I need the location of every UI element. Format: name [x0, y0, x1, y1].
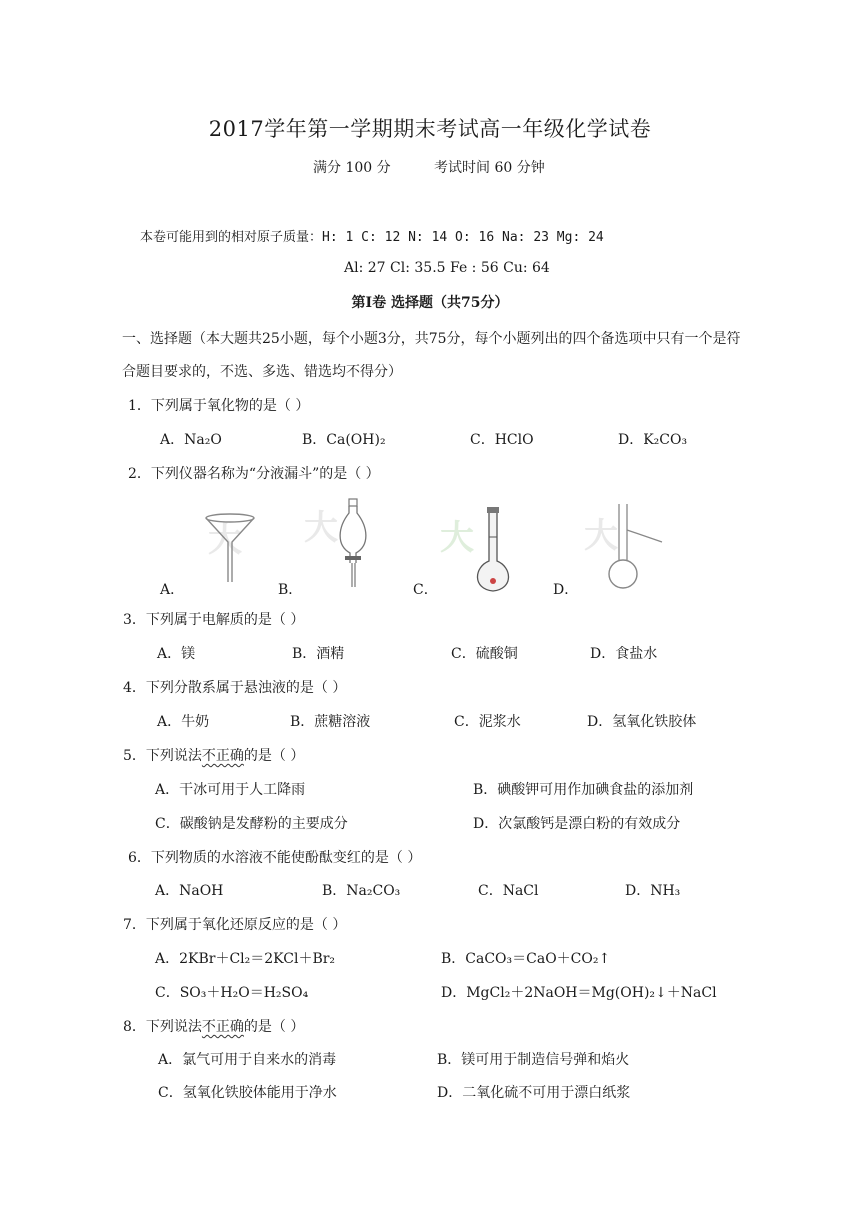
question-7-option-d: D．MgCl₂＋2NaOH＝Mg(OH)₂↓＋NaCl	[441, 985, 717, 1001]
atomic-mass-line-2: Al: 27 Cl: 35.5 Fe : 56 Cu: 64	[344, 260, 550, 276]
question-3-option-a: A．镁	[157, 646, 196, 662]
question-4-stem: 4．下列分散系属于悬浊液的是（ ）	[123, 680, 347, 696]
separatory-funnel-image	[328, 497, 378, 589]
question-5-stem-emphasis: 不正确	[201, 748, 244, 764]
question-4-option-c: C．泥浆水	[454, 714, 521, 730]
question-2-option-c: C．	[413, 582, 438, 598]
question-7-option-a: A．2KBr＋Cl₂＝2KCl＋Br₂	[155, 951, 336, 967]
question-7-option-b: B．CaCO₃＝CaO＋CO₂↑	[441, 951, 611, 967]
question-5-stem-suffix: 的是（ ）	[243, 748, 305, 764]
question-3-stem: 3．下列属于电解质的是（ ）	[123, 612, 305, 628]
question-6-option-b: B．Na₂CO₃	[322, 883, 401, 899]
section-title: 第Ⅰ卷 选择题（共75分）	[351, 295, 509, 311]
question-1-stem: 1．下列属于氧化物的是（ ）	[128, 398, 310, 414]
instructions-line-1: 一、选择题（本大题共25小题，每个小题3分，共75分，每个小题列出的四个备选项中只有一个是符	[122, 331, 741, 347]
question-8-stem-prefix: 8．下列说法	[123, 1019, 202, 1035]
question-5-stem	[123, 745, 304, 765]
question-2-option-d: D．	[553, 582, 579, 598]
question-5-option-c: C．碳酸钠是发酵粉的主要成分	[155, 816, 348, 832]
question-3-option-c: C．硫酸铜	[451, 646, 518, 662]
question-2-option-a: A．	[160, 582, 185, 598]
atomic-mass-line-1: 本卷可能用到的相对原子质量：H: 1 C: 12 N: 14 O: 16 Na: 23 Mg: 24	[140, 230, 604, 245]
question-8-option-d: D．二氧化硫不可用于漂白纸浆	[437, 1085, 631, 1101]
question-4-option-d: D．氢氧化铁胶体	[587, 714, 697, 730]
question-4-option-a: A．牛奶	[157, 714, 210, 730]
question-2-option-b: B．	[278, 582, 303, 598]
question-8-option-a: A．氯气可用于自来水的消毒	[158, 1052, 337, 1068]
question-6-stem: 6．下列物质的水溶液不能使酚酞变红的是（ ）	[128, 850, 422, 866]
distillation-flask-image	[606, 500, 666, 590]
question-1-option-c: C．HClO	[470, 432, 534, 448]
full-score: 满分 100 分	[313, 160, 391, 176]
question-8-stem	[123, 1016, 304, 1036]
instructions-line-2: 合题目要求的，不选、多选、错选均不得分）	[122, 364, 402, 380]
funnel-image	[200, 510, 260, 585]
question-5-stem-prefix: 5．下列说法	[123, 748, 202, 764]
question-8-stem-emphasis: 不正确	[201, 1019, 244, 1035]
question-8-option-c: C．氢氧化铁胶体能用于净水	[158, 1085, 337, 1101]
question-5-option-b: B．碘酸钾可用作加碘食盐的添加剂	[473, 782, 694, 798]
question-5-option-a: A．干冰可用于人工降雨	[155, 782, 306, 798]
question-6-option-c: C．NaCl	[478, 883, 539, 899]
question-3-option-d: D．食盐水	[590, 646, 658, 662]
question-6-option-d: D．NH₃	[625, 883, 681, 899]
exam-title: 2017学年第一学期期末考试高一年级化学试卷	[208, 117, 652, 141]
volumetric-flask-image	[468, 505, 518, 595]
question-6-option-a: A．NaOH	[155, 883, 224, 899]
question-1-option-d: D．K₂CO₃	[618, 432, 688, 448]
question-5-option-d: D．次氯酸钙是漂白粉的有效成分	[473, 816, 681, 832]
question-8-option-b: B．镁可用于制造信号弹和焰火	[437, 1052, 630, 1068]
question-2-stem: 2．下列仪器名称为“分液漏斗”的是（ ）	[128, 466, 380, 482]
question-1-option-a: A．Na₂O	[160, 432, 222, 448]
question-4-option-b: B．蔗糖溶液	[290, 714, 371, 730]
question-7-stem: 7．下列属于氧化还原反应的是（ ）	[123, 917, 347, 933]
question-1-option-b: B．Ca(OH)₂	[302, 432, 386, 448]
question-3-option-b: B．酒精	[292, 646, 345, 662]
question-8-stem-suffix: 的是（ ）	[243, 1019, 305, 1035]
exam-time: 考试时间 60 分钟	[434, 160, 545, 176]
question-7-option-c: C．SO₃＋H₂O＝H₂SO₄	[155, 985, 309, 1001]
